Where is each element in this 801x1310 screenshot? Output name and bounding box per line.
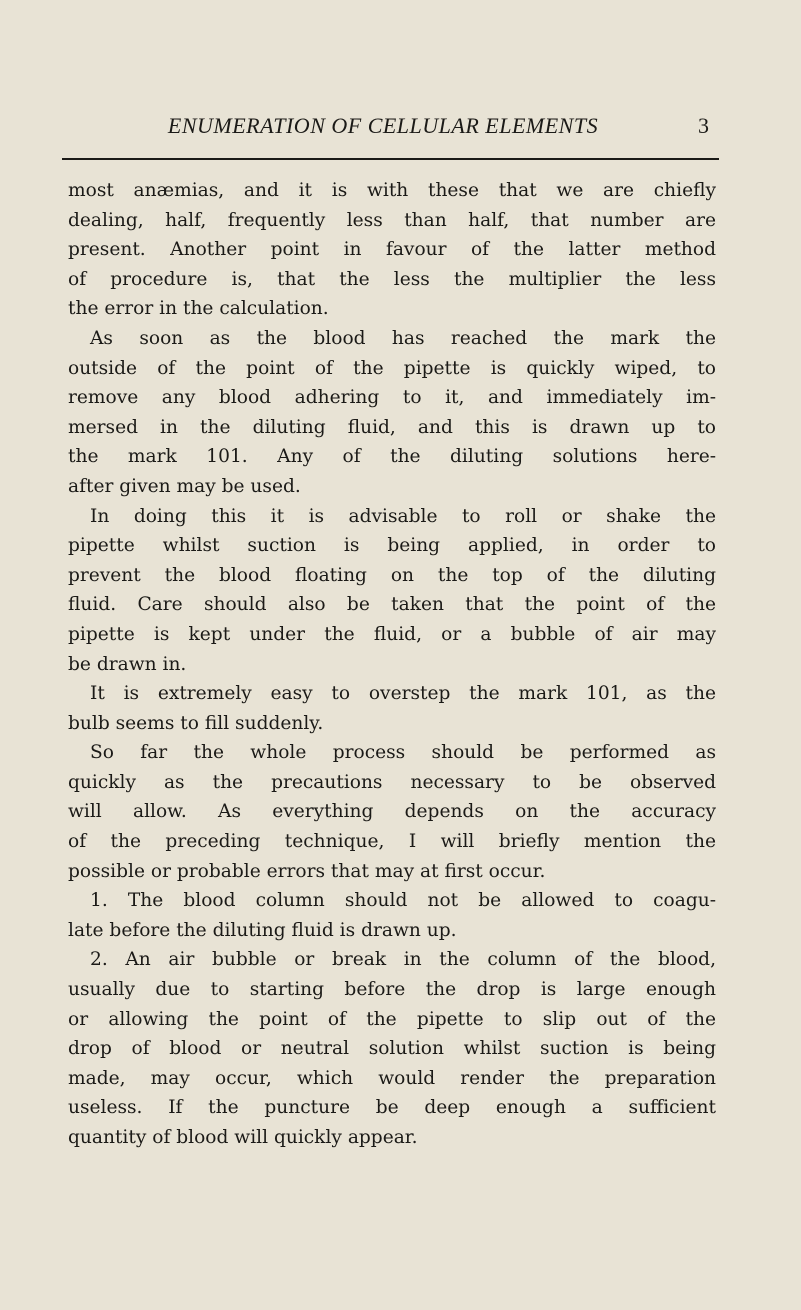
- text-line: 2. An air bubble or break in the column of the blood,: [90, 949, 716, 971]
- page-number: 3: [698, 113, 709, 138]
- text-line: So far the whole process should be performed as: [90, 742, 716, 764]
- text-line: quickly as the precautions necessary to be observed: [68, 771, 716, 793]
- running-head-title: ENUMERATION OF CELLULAR ELEMENTS: [167, 113, 599, 138]
- text-line: present. Another point in favour of the latter method: [68, 239, 716, 261]
- text-line: of the preceding technique, I will briefly mention the: [68, 831, 716, 853]
- text-line: be drawn in.: [68, 653, 187, 675]
- text-line: mersed in the diluting fluid, and this is drawn up to: [68, 416, 716, 438]
- text-line: fluid. Care should also be taken that the point of the: [68, 594, 716, 616]
- text-line: dealing, half, frequently less than half, that number are: [68, 209, 716, 231]
- text-line: of procedure is, that the less the multiplier the less: [68, 268, 716, 290]
- text-line: the mark 101. Any of the diluting solutions here-: [68, 446, 716, 468]
- text-line: In doing this it is advisable to roll or shake the: [90, 505, 716, 527]
- text-line: late before the diluting fluid is drawn up.: [68, 919, 457, 941]
- text-line: drop of blood or neutral solution whilst suction is being: [68, 1038, 716, 1060]
- text-line: the error in the calculation.: [68, 298, 329, 320]
- text-line: outside of the point of the pipette is quickly wiped, to: [68, 357, 716, 379]
- text-line: useless. If the puncture be deep enough a sufficient: [68, 1097, 716, 1119]
- header-rule: [62, 158, 719, 160]
- text-line: usually due to starting before the drop is large enough: [68, 979, 716, 1001]
- text-line: prevent the blood floating on the top of the diluting: [68, 564, 716, 586]
- text-line: will allow. As everything depends on the accuracy: [68, 801, 716, 823]
- body-text: [68, 176, 716, 1153]
- text-line: 1. The blood column should not be allowed to coagu-: [90, 890, 716, 912]
- text-line: quantity of blood will quickly appear.: [68, 1127, 418, 1148]
- text-line: pipette whilst suction is being applied, in order to: [68, 535, 716, 557]
- text-line: made, may occur, which would render the preparation: [68, 1067, 716, 1089]
- text-line: As soon as the blood has reached the mark the: [90, 327, 716, 349]
- text-line: It is extremely easy to overstep the mark 101, as the: [90, 683, 716, 705]
- text-line: most anæmias, and it is with these that we are chiefly: [68, 180, 716, 201]
- text-line: pipette is kept under the fluid, or a bubble of air may: [68, 623, 716, 645]
- text-line: bulb seems to fill suddenly.: [68, 712, 324, 734]
- text-line: or allowing the point of the pipette to slip out of the: [68, 1008, 716, 1030]
- text-line: possible or probable errors that may at first occur.: [68, 860, 546, 882]
- text-line: after given may be used.: [68, 475, 301, 497]
- text-line: remove any blood adhering to it, and immediately im-: [68, 387, 716, 409]
